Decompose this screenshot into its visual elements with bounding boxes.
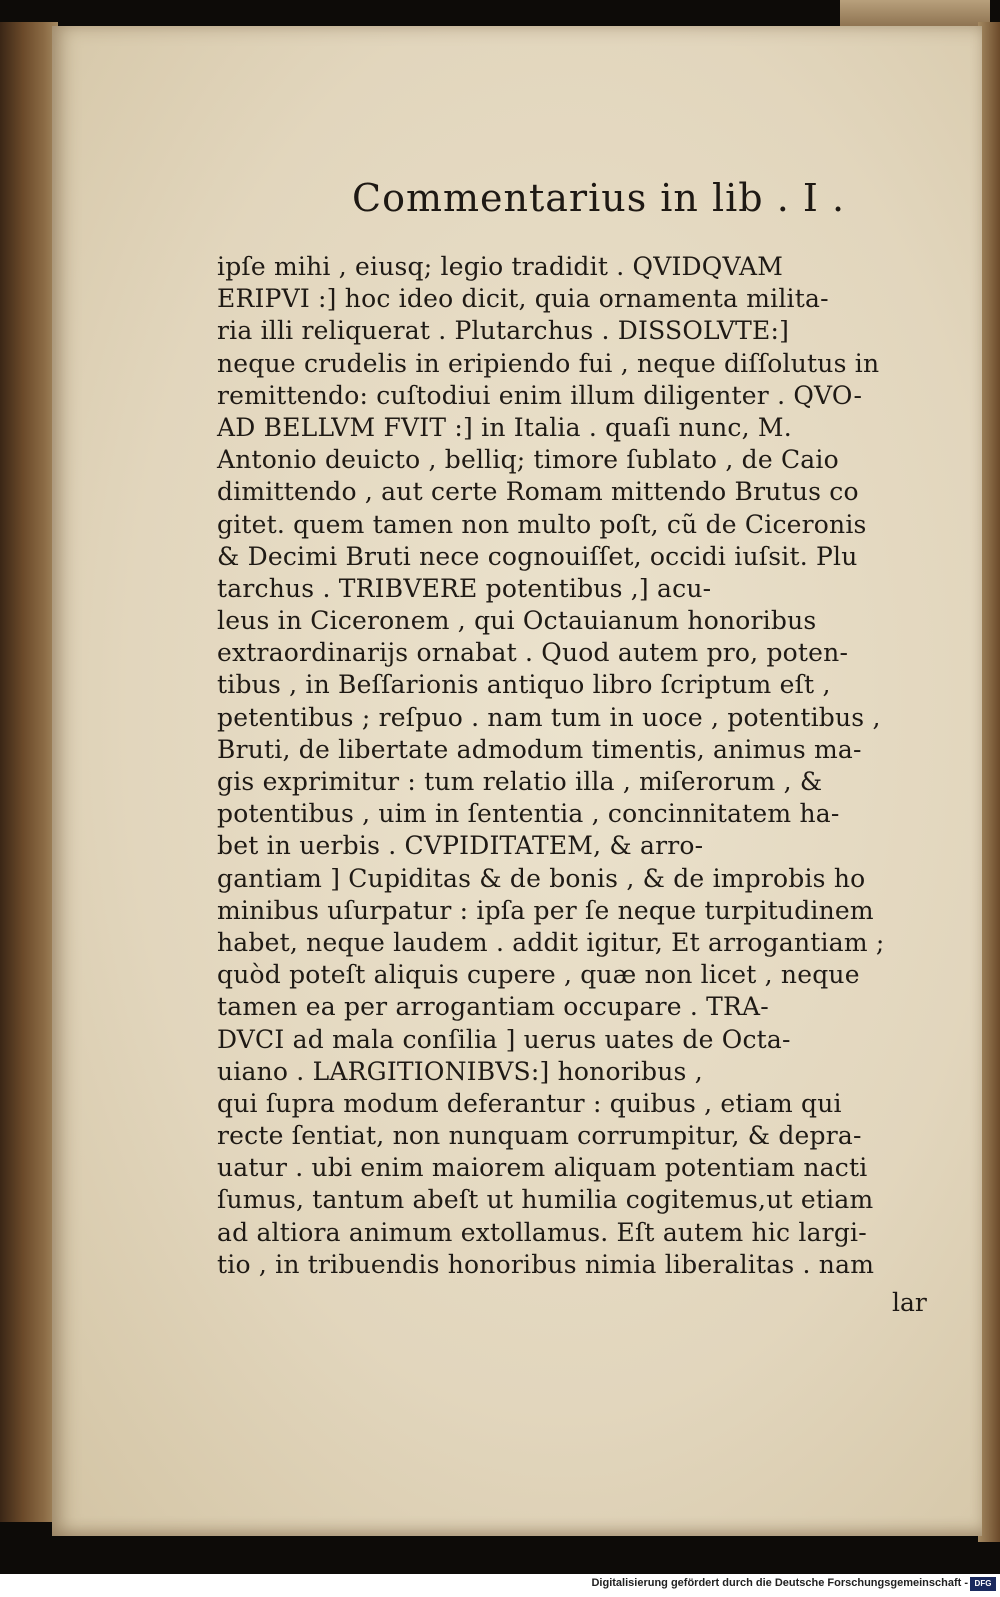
text-line: gitet. quem tamen non multo poſt, cũ de Ciceronis: [217, 509, 867, 539]
text-line: Antonio deuicto , belliq; timore ſublato , de Caio: [217, 445, 839, 475]
text-line: petentibus ; reſpuo . nam tum in uoce , potentibus ,: [217, 702, 881, 732]
text-line: tibus , in Beſſarionis antiquo libro ſcriptum eſt ,: [217, 670, 831, 700]
text-line: gantiam ] Cupiditas & de bonis , & de improbis ho: [217, 863, 866, 893]
book-cover-edge: [840, 0, 990, 26]
funding-credit: Digitalisierung gefördert durch die Deutsche Forschungsgemeinschaft -: [591, 1577, 968, 1589]
book-page: [52, 26, 982, 1536]
text-line: tarchus . TRIBVERE potentibus ,] acu-: [217, 573, 712, 603]
text-line: dimittendo , aut certe Romam mittendo Brutus co: [217, 477, 859, 507]
catchword: lar: [892, 1288, 927, 1317]
text-line: leus in Ciceronem , qui Octauianum honoribus: [217, 606, 817, 636]
text-line: tio , in tribuendis honoribus nimia liberalitas . nam: [217, 1249, 875, 1279]
book-spine-edge: [0, 22, 58, 1522]
text-line: minibus uſurpatur : ipſa per ſe neque turpitudinem: [217, 895, 874, 925]
footer-bar: [0, 1574, 1000, 1597]
running-head: Commentarius in lib . I .: [352, 176, 846, 220]
text-line: habet, neque laudem . addit igitur, Et arrogantiam ;: [217, 927, 885, 957]
text-line: Bruti, de libertate admodum timentis, animus ma-: [217, 734, 862, 764]
text-line: ſumus, tantum abeſt ut humilia cogitemus,ut etiam: [217, 1185, 874, 1215]
text-line: ad altiora animum extollamus. Eſt autem hic largi-: [217, 1217, 867, 1247]
text-line: ipſe mihi , eiusq; legio tradidit . QVIDQVAM: [217, 252, 784, 281]
text-line: uatur . ubi enim maiorem aliquam potentiam nacti: [217, 1153, 868, 1183]
text-line: gis exprimitur : tum relatio illa , miſerorum , &: [217, 767, 823, 796]
text-line: tamen ea per arrogantiam occupare . TRA-: [217, 992, 769, 1022]
text-line: extraordinarijs ornabat . Quod autem pro, poten-: [217, 638, 849, 668]
text-line: ria illi reliquerat . Plutarchus . DISSOLVTE:]: [217, 316, 790, 346]
text-line: & Decimi Bruti nece cognouiſſet, occidi iuſsit. Plu: [217, 541, 858, 571]
text-line: ERIPVI :] hoc ideo dicit, quia ornamenta milita-: [217, 284, 829, 314]
dfg-logo: DFG: [970, 1577, 996, 1591]
text-line: DVCI ad mala conſilia ] uerus uates de Octa-: [217, 1024, 791, 1054]
text-line: remittendo: cuſtodiui enim illum diligenter . QVO-: [217, 380, 863, 410]
text-line: bet in uerbis . CVPIDITATEM, & arro-: [217, 831, 704, 861]
text-line: potentibus , uim in ſententia , concinnitatem ha-: [217, 799, 840, 829]
text-line: recte ſentiat, non nunquam corrumpitur, & depra-: [217, 1121, 862, 1151]
text-line: uiano . LARGITIONIBVS:] honoribus ,: [217, 1056, 703, 1086]
body-text: [217, 251, 885, 1281]
text-line: AD BELLVM FVIT :] in Italia . quaſi nunc, M.: [217, 412, 792, 442]
text-line: quòd poteſt aliquis cupere , quæ non licet , neque: [217, 960, 860, 990]
text-line: neque crudelis in eripiendo fui , neque diſſolutus in: [217, 348, 880, 378]
text-line: qui ſupra modum deferantur : quibus , etiam qui: [217, 1088, 842, 1118]
